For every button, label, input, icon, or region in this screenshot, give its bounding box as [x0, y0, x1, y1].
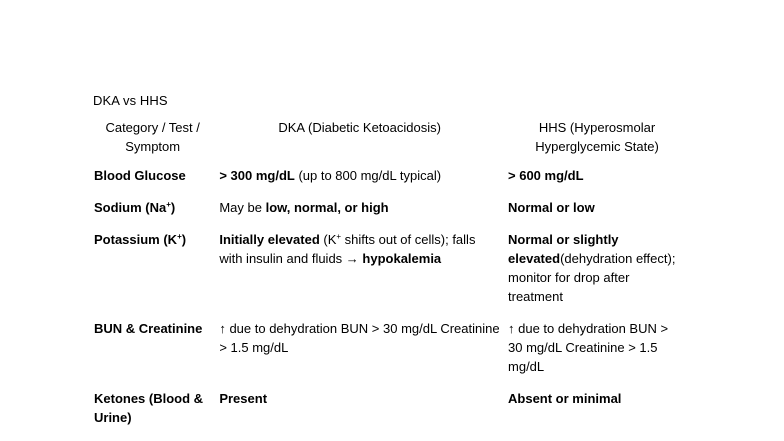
row-category: Blood Glucose — [94, 168, 186, 183]
category-end: ) — [181, 232, 187, 247]
dka-cell — [215, 166, 504, 198]
table-row-sodium — [90, 198, 690, 230]
hhs-emphasis: Normal or low — [508, 200, 595, 215]
table-row-blood-glucose — [90, 166, 690, 198]
dka-emphasis: Present — [219, 391, 268, 406]
hhs-cell — [504, 198, 690, 230]
hhs-cell — [504, 166, 690, 198]
category-sup: + — [177, 232, 182, 241]
category-sup: + — [166, 200, 171, 209]
table-row-bun-creatinine — [90, 319, 690, 389]
category-end: ) — [170, 200, 176, 215]
header-dka: DKA (Diabetic Ketoacidosis) — [278, 120, 441, 135]
dka-cell — [215, 198, 504, 230]
hhs-text: (dehydration effect); monitor for drop after treatment — [508, 251, 676, 304]
dka-emphasis: Initially elevated — [219, 232, 320, 247]
dka-text: (K — [319, 232, 337, 247]
row-category — [90, 198, 215, 230]
hhs-cell — [504, 230, 690, 319]
dka-cell — [215, 389, 504, 440]
hhs-cell: ↑ due to dehydration BUN > 30 mg/dL Creatinine > 1.5 mg/dL — [508, 321, 669, 374]
dka-cell — [215, 230, 504, 319]
hhs-emphasis: Absent or minimal — [508, 391, 622, 406]
dka-emphasis: > 300 mg/dL — [219, 168, 295, 183]
dka-text: May be — [219, 200, 266, 215]
table-row-ketones — [90, 389, 690, 440]
hhs-emphasis: Normal or slightly elevated — [508, 232, 619, 266]
dka-cell: ↑ due to dehydration BUN > 30 mg/dL Creatinine > 1.5 mg/dL — [219, 321, 500, 355]
category-main: Potassium (K — [94, 232, 178, 247]
dka-text: (up to 800 mg/dL typical) — [294, 168, 442, 183]
table-header-row — [90, 116, 690, 166]
dka-emphasis: low, normal, or high — [265, 200, 389, 215]
dka-sup: + — [336, 232, 342, 241]
row-category — [90, 230, 215, 319]
header-category: Category / Test / Symptom — [105, 120, 200, 154]
header-hhs: HHS (Hyperosmolar Hyperglycemic State) — [535, 120, 659, 154]
row-category: Ketones (Blood & Urine) — [94, 391, 204, 425]
hhs-emphasis: > 600 mg/dL — [508, 168, 584, 183]
table-row-potassium — [90, 230, 690, 319]
row-category: BUN & Creatinine — [94, 321, 203, 336]
hhs-cell — [504, 389, 690, 440]
page-title: DKA vs HHS — [93, 93, 168, 108]
comparison-table — [90, 116, 690, 440]
dka-text: shifts out of cells); falls with insulin and fluids → — [219, 232, 476, 266]
dka-emphasis: hypokalemia — [362, 251, 442, 266]
category-main: Sodium (Na — [94, 200, 167, 215]
